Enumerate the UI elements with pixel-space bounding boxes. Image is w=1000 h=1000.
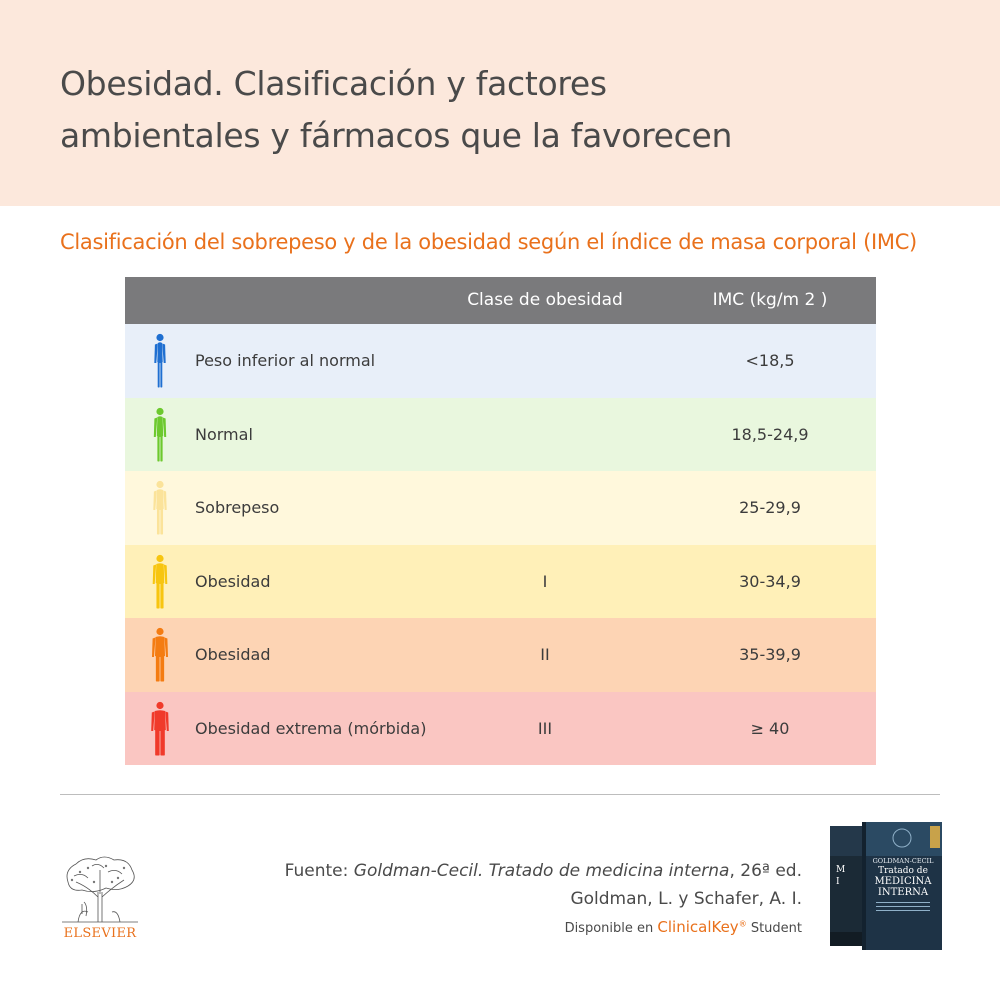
availability-note: [565, 918, 802, 936]
table-subtitle: Clasificación del sobrepeso y de la obesidad según el índice de masa corporal (IMC): [60, 230, 917, 254]
elsevier-wordmark: ELSEVIER: [63, 926, 137, 941]
book-brand: GOLDMAN-CECIL: [872, 857, 934, 865]
row-class: I: [542, 571, 548, 591]
header-class: Clase de obesidad: [467, 290, 623, 310]
row-label: Normal: [195, 424, 253, 444]
table-row: [125, 398, 876, 472]
person-icon: [149, 627, 171, 683]
table-row: [125, 471, 876, 545]
header-imc: IMC (kg/m 2 ): [712, 290, 828, 310]
row-class: II: [540, 645, 550, 664]
row-imc: 35-39,9: [739, 645, 801, 664]
bmi-table: [125, 277, 876, 765]
table-row: [125, 545, 876, 619]
registered-mark: ®: [738, 919, 747, 929]
source-citation: [285, 857, 802, 913]
row-imc: 30-34,9: [739, 571, 801, 591]
table-header: [125, 277, 876, 324]
row-label: Obesidad: [195, 571, 271, 591]
source-authors: Goldman, L. y Schafer, A. I.: [570, 889, 802, 909]
person-icon: [149, 407, 171, 463]
title-line-1: Obesidad. Clasificación y factores: [60, 64, 607, 103]
book-line-1: Tratado de: [878, 866, 928, 876]
book-line-2: MEDICINA: [874, 876, 932, 887]
thin-person-icon: [149, 333, 171, 389]
title-line-2: ambientales y fármacos que la favorecen: [60, 116, 733, 155]
row-imc: <18,5: [745, 351, 795, 370]
row-label: Sobrepeso: [195, 498, 280, 517]
source-prefix: Fuente:: [284, 861, 354, 881]
source-edition: , 26ª ed.: [729, 861, 802, 881]
row-label: Obesidad extrema (mórbida): [195, 718, 427, 738]
row-imc: 18,5-24,9: [731, 424, 809, 444]
person-icon: [149, 554, 171, 610]
person-icon: [149, 480, 171, 536]
source-title: Goldman-Cecil. Tratado de medicina interna: [353, 861, 730, 881]
book-line-3: INTERNA: [877, 887, 929, 898]
elsevier-logo: [58, 852, 142, 944]
svg-text:I: I: [836, 877, 840, 887]
available-prefix: Disponible en: [564, 921, 658, 936]
book-cover-image: [826, 820, 946, 950]
page-title: [60, 58, 960, 162]
clinicalkey-link[interactable]: ClinicalKey: [657, 918, 739, 936]
table-row: [125, 324, 876, 398]
table-row: [125, 692, 876, 766]
svg-text:M: M: [836, 865, 846, 875]
table-row: [125, 618, 876, 692]
elsevier-tree-icon: [58, 852, 142, 924]
student-label: Student: [746, 921, 802, 936]
row-label: Obesidad: [195, 645, 271, 664]
row-imc: ≥ 40: [750, 718, 790, 738]
row-imc: 25-29,9: [739, 498, 801, 517]
person-icon: [149, 701, 171, 757]
table-body: [125, 324, 876, 765]
row-label: Peso inferior al normal: [195, 351, 376, 370]
header-banner: [0, 0, 1000, 206]
row-class: III: [537, 718, 553, 738]
divider: [60, 794, 940, 795]
